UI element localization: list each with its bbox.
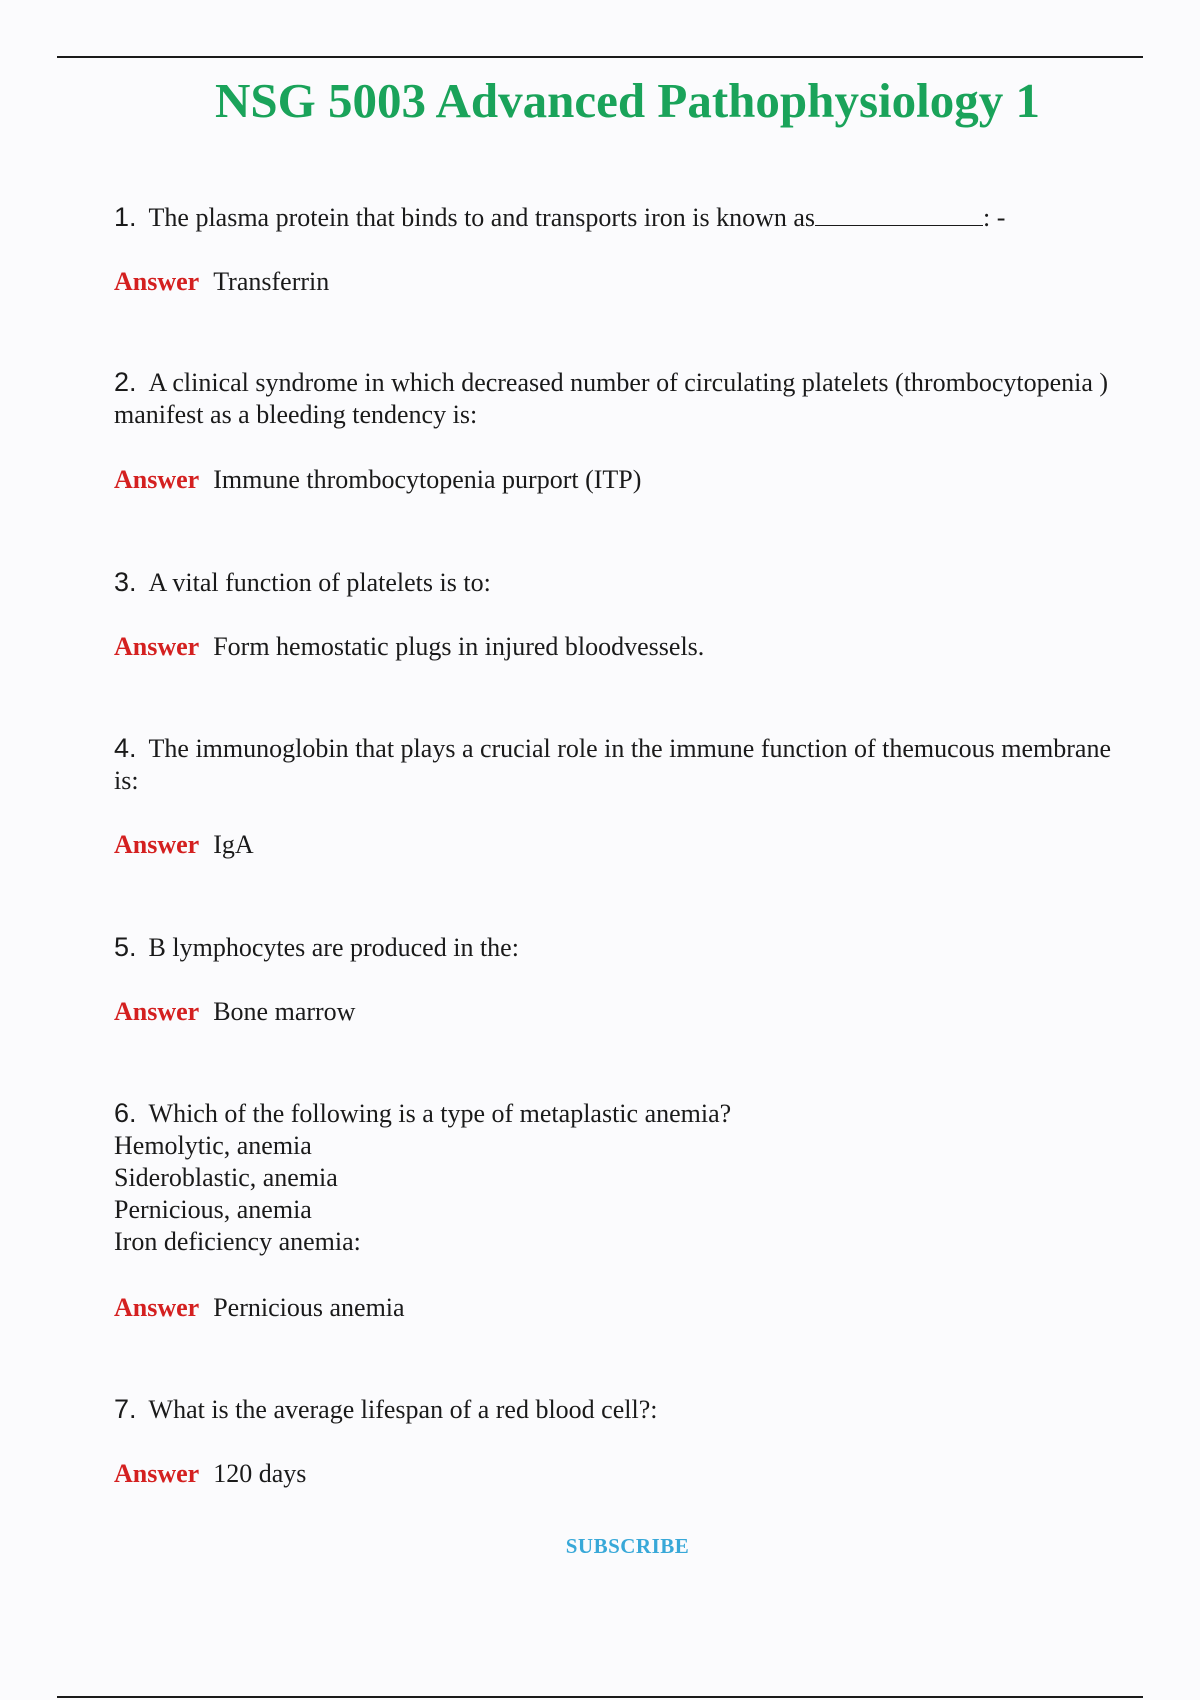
question-5 [114,931,1114,964]
question-6 [114,1097,1114,1258]
answer-text: Immune thrombocytopenia purport (ITP) [213,465,642,494]
question-text: The immunoglobin that plays a crucial role in the immune function of themucous membrane is: [114,734,1112,795]
answer-text: Transferrin [213,267,330,296]
answer-text: 120 days [213,1459,307,1488]
question-text: A clinical syndrome in which decreased number of circulating platelets (thrombocytopenia ) manifest as a bleeding tendency is: [114,368,1109,429]
answer-text: Bone marrow [213,997,356,1026]
answer-4 [114,829,254,861]
answer-text: Pernicious anemia [213,1293,405,1322]
question-7 [114,1393,1114,1426]
answer-6 [114,1292,405,1324]
question-number: 6. [114,1098,137,1128]
question-suffix: : - [983,203,1006,232]
answer-label: Answer [114,1293,200,1322]
answer-3 [114,631,704,663]
question-number: 7. [114,1394,137,1424]
question-4 [114,732,1114,797]
option-item: Hemolytic, anemia [114,1131,312,1160]
question-text: B lymphocytes are produced in the: [148,933,519,962]
top-rule [57,56,1143,58]
subscribe-link[interactable]: SUBSCRIBE [565,1534,690,1558]
option-item: Pernicious, anemia [114,1195,312,1224]
answer-text: IgA [213,830,254,859]
question-number: 1. [114,202,137,232]
question-number: 4. [114,733,137,763]
answer-5 [114,996,355,1028]
question-text: What is the average lifespan of a red blood cell?: [148,1395,658,1424]
bottom-rule [57,1696,1143,1698]
answer-label: Answer [114,830,200,859]
option-item: Sideroblastic, anemia [114,1163,338,1192]
answer-1 [114,266,329,298]
question-text: A vital function of platelets is to: [148,568,491,597]
question-text: Which of the following is a type of metaplastic anemia? [148,1099,732,1128]
question-number: 3. [114,567,137,597]
document-title: NSG 5003 Advanced Pathophysiology 1 [215,73,1040,128]
answer-2 [114,464,641,496]
question-number: 5. [114,932,137,962]
answer-label: Answer [114,267,200,296]
answer-label: Answer [114,465,200,494]
question-text: The plasma protein that binds to and transports iron is known as [148,203,816,232]
option-item: Iron deficiency anemia: [114,1227,361,1256]
question-3 [114,566,1114,599]
answer-label: Answer [114,1459,200,1488]
question-2 [114,366,1114,431]
answer-label: Answer [114,632,200,661]
question-number: 2. [114,367,137,397]
fill-in-blank [815,205,983,226]
question-1 [114,201,1114,234]
answer-text: Form hemostatic plugs in injured bloodvessels. [213,632,705,661]
answer-label: Answer [114,997,200,1026]
answer-7 [114,1458,306,1490]
